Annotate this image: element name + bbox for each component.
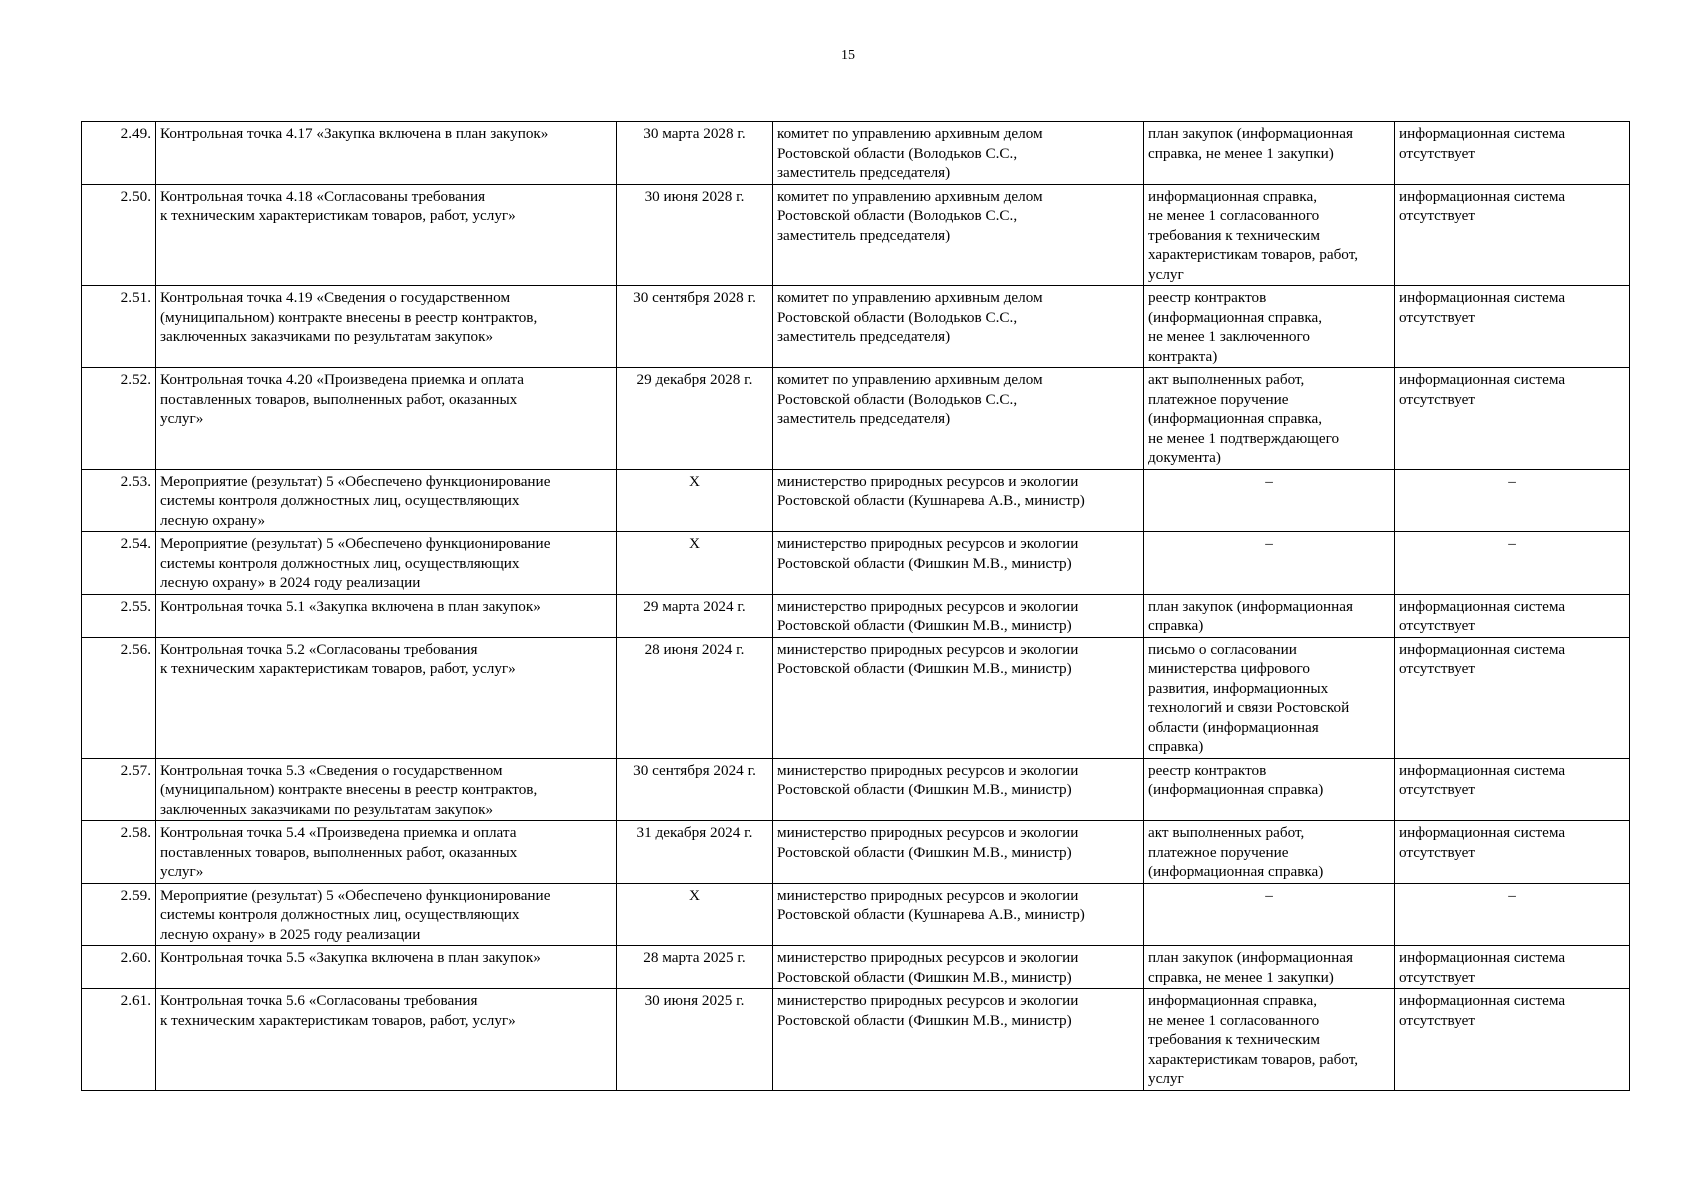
table-row — [82, 637, 1630, 758]
cell-responsible-executor — [773, 637, 1144, 758]
information-system-text: – — [1508, 472, 1516, 490]
cell-due-date — [617, 758, 773, 821]
row-number-text: 2.58. — [120, 824, 151, 841]
event-name-text: Контрольная точка 5.4 «Произведена приемка и оплата поставленных товаров, выполненных работ, оказанных услуг» — [160, 824, 518, 880]
information-system-text: информационная система отсутствует — [1399, 992, 1566, 1029]
row-number-text: 2.59. — [120, 886, 151, 904]
confirming-document-text: реестр контрактов (информационная справка, не менее 1 заключенного контракта) — [1148, 289, 1323, 365]
row-number-text: 2.53. — [120, 472, 151, 490]
confirming-document-text: письмо о согласовании министерства цифрового развития, информационных технологий и связи Ростовской области (информационная справка) — [1148, 640, 1350, 755]
cell-responsible-executor — [773, 368, 1144, 470]
confirming-document-text: план закупок (информационная справка) — [1148, 597, 1353, 634]
table-row — [82, 758, 1630, 821]
cell-confirming-document — [1144, 286, 1395, 368]
cell-responsible-executor — [773, 758, 1144, 821]
row-number-text: 2.60. — [120, 949, 151, 966]
responsible-executor-text: комитет по управлению архивным делом Ростовской области (Володьков С.С., заместитель председателя) — [777, 187, 1043, 244]
due-date-text: 30 июня 2025 г. — [644, 992, 745, 1009]
row-number-text: 2.50. — [120, 187, 151, 205]
row-number-text: 2.49. — [120, 125, 151, 142]
cell-information-system — [1395, 594, 1630, 637]
table-row — [82, 532, 1630, 595]
cell-confirming-document — [1144, 184, 1395, 286]
responsible-executor-text: министерство природных ресурсов и экологии Ростовской области (Кушнарева А.В., министр) — [777, 886, 1085, 923]
cell-responsible-executor — [773, 821, 1144, 884]
responsible-executor-text: комитет по управлению архивным делом Ростовской области (Володьков С.С., заместитель председателя) — [777, 371, 1043, 427]
information-system-text: информационная система отсутствует — [1399, 289, 1566, 326]
information-system-text: информационная система отсутствует — [1399, 187, 1566, 224]
cell-confirming-document — [1144, 883, 1395, 946]
event-name-text: Контрольная точка 5.2 «Согласованы требования к техническим характеристикам товаров, работ, услуг» — [160, 640, 516, 677]
due-date-text: X — [689, 886, 700, 904]
event-name-text: Контрольная точка 5.5 «Закупка включена в план закупок» — [160, 949, 541, 966]
confirming-document-text: реестр контрактов (информационная справка) — [1148, 761, 1324, 798]
responsible-executor-text: комитет по управлению архивным делом Ростовской области (Володьков С.С., заместитель председателя) — [777, 289, 1043, 345]
table-row — [82, 368, 1630, 470]
cell-due-date — [617, 821, 773, 884]
cell-responsible-executor — [773, 594, 1144, 637]
confirming-document-text: план закупок (информационная справка, не менее 1 закупки) — [1148, 949, 1353, 986]
cell-event-name — [156, 469, 617, 532]
information-system-text: информационная система отсутствует — [1399, 824, 1566, 861]
event-name-text: Контрольная точка 4.20 «Произведена приемка и оплата поставленных товаров, выполненных работ, оказанных услуг» — [160, 371, 525, 427]
cell-row-number — [82, 286, 156, 368]
cell-event-name — [156, 122, 617, 185]
cell-due-date — [617, 286, 773, 368]
table-row — [82, 989, 1630, 1091]
table-row — [82, 946, 1630, 989]
confirming-document-text: план закупок (информационная справка, не менее 1 закупки) — [1148, 125, 1353, 162]
cell-confirming-document — [1144, 637, 1395, 758]
cell-due-date — [617, 883, 773, 946]
cell-row-number — [82, 368, 156, 470]
table-row — [82, 122, 1630, 185]
responsible-executor-text: комитет по управлению архивным делом Ростовской области (Володьков С.С., заместитель председателя) — [777, 125, 1043, 181]
cell-row-number — [82, 989, 156, 1091]
cell-information-system — [1395, 368, 1630, 470]
cell-due-date — [617, 532, 773, 595]
cell-due-date — [617, 946, 773, 989]
responsible-executor-text: министерство природных ресурсов и экологии Ростовской области (Фишкин М.В., министр) — [777, 992, 1079, 1029]
cell-event-name — [156, 184, 617, 286]
information-system-text: информационная система отсутствует — [1399, 371, 1566, 408]
due-date-text: 31 декабря 2024 г. — [636, 824, 753, 841]
cell-row-number — [82, 946, 156, 989]
cell-information-system — [1395, 469, 1630, 532]
due-date-text: X — [689, 472, 700, 490]
cell-due-date — [617, 122, 773, 185]
cell-information-system — [1395, 286, 1630, 368]
due-date-text: 30 сентября 2028 г. — [633, 289, 756, 306]
cell-row-number — [82, 184, 156, 286]
row-number-text: 2.56. — [120, 640, 151, 658]
event-name-text: Мероприятие (результат) 5 «Обеспечено функционирование системы контроля должностных лиц, осуществляющих лесную охрану» в 2025 году реализации — [160, 886, 551, 943]
row-number-text: 2.57. — [120, 761, 151, 779]
table-row — [82, 184, 1630, 286]
cell-due-date — [617, 469, 773, 532]
cell-confirming-document — [1144, 989, 1395, 1091]
cell-due-date — [617, 184, 773, 286]
cell-event-name — [156, 286, 617, 368]
cell-confirming-document — [1144, 122, 1395, 185]
information-system-text: информационная система отсутствует — [1399, 597, 1566, 634]
due-date-text: X — [689, 535, 700, 552]
event-name-text: Контрольная точка 5.3 «Сведения о государственном (муниципальном) контракте внесены в реестр контрактов, заключенных заказчиками по результатам закупок» — [160, 761, 538, 818]
confirming-document-text: – — [1265, 535, 1273, 552]
row-number-text: 2.61. — [120, 992, 151, 1009]
cell-information-system — [1395, 758, 1630, 821]
cell-information-system — [1395, 989, 1630, 1091]
cell-row-number — [82, 469, 156, 532]
cell-row-number — [82, 532, 156, 595]
cell-information-system — [1395, 821, 1630, 884]
cell-row-number — [82, 637, 156, 758]
responsible-executor-text: министерство природных ресурсов и экологии Ростовской области (Фишкин М.В., министр) — [777, 761, 1079, 798]
responsible-executor-text: министерство природных ресурсов и экологии Ростовской области (Фишкин М.В., министр) — [777, 597, 1079, 634]
information-system-text: информационная система отсутствует — [1399, 949, 1566, 986]
cell-event-name — [156, 821, 617, 884]
information-system-text: – — [1508, 535, 1516, 552]
information-system-text: информационная система отсутствует — [1399, 640, 1566, 677]
cell-event-name — [156, 883, 617, 946]
cell-event-name — [156, 758, 617, 821]
event-name-text: Контрольная точка 5.1 «Закупка включена в план закупок» — [160, 597, 541, 615]
plan-table — [81, 121, 1630, 1091]
responsible-executor-text: министерство природных ресурсов и экологии Ростовской области (Кушнарева А.В., министр) — [777, 472, 1085, 509]
cell-responsible-executor — [773, 469, 1144, 532]
cell-responsible-executor — [773, 883, 1144, 946]
cell-confirming-document — [1144, 821, 1395, 884]
cell-row-number — [82, 758, 156, 821]
confirming-document-text: акт выполненных работ, платежное поручение (информационная справка, не менее 1 подтверждающего документа) — [1148, 371, 1340, 466]
due-date-text: 28 июня 2024 г. — [644, 640, 745, 658]
cell-responsible-executor — [773, 946, 1144, 989]
information-system-text: информационная система отсутствует — [1399, 125, 1566, 162]
due-date-text: 30 июня 2028 г. — [644, 187, 745, 205]
cell-confirming-document — [1144, 532, 1395, 595]
cell-confirming-document — [1144, 469, 1395, 532]
cell-responsible-executor — [773, 184, 1144, 286]
cell-information-system — [1395, 637, 1630, 758]
cell-information-system — [1395, 184, 1630, 286]
cell-confirming-document — [1144, 594, 1395, 637]
cell-responsible-executor — [773, 532, 1144, 595]
confirming-document-text: информационная справка, не менее 1 согласованного требования к техническим характеристикам товаров, работ, услуг — [1148, 992, 1358, 1087]
cell-information-system — [1395, 883, 1630, 946]
table-row — [82, 821, 1630, 884]
confirming-document-text: акт выполненных работ, платежное поручение (информационная справка) — [1148, 824, 1324, 880]
confirming-document-text: информационная справка, не менее 1 согласованного требования к техническим характеристикам товаров, работ, услуг — [1148, 187, 1358, 283]
cell-information-system — [1395, 946, 1630, 989]
cell-responsible-executor — [773, 122, 1144, 185]
cell-row-number — [82, 594, 156, 637]
responsible-executor-text: министерство природных ресурсов и экологии Ростовской области (Фишкин М.В., министр) — [777, 824, 1079, 861]
cell-due-date — [617, 637, 773, 758]
cell-event-name — [156, 594, 617, 637]
cell-due-date — [617, 594, 773, 637]
responsible-executor-text: министерство природных ресурсов и экологии Ростовской области (Фишкин М.В., министр) — [777, 949, 1079, 986]
due-date-text: 29 декабря 2028 г. — [636, 371, 753, 388]
information-system-text: информационная система отсутствует — [1399, 761, 1566, 798]
cell-event-name — [156, 989, 617, 1091]
event-name-text: Контрольная точка 4.19 «Сведения о государственном (муниципальном) контракте внесены в реестр контрактов, заключенных заказчиками по результатам закупок» — [160, 289, 538, 345]
cell-row-number — [82, 883, 156, 946]
responsible-executor-text: министерство природных ресурсов и экологии Ростовской области (Фишкин М.В., министр) — [777, 640, 1079, 677]
event-name-text: Мероприятие (результат) 5 «Обеспечено функционирование системы контроля должностных лиц, осуществляющих лесную охрану» в 2024 году реализации — [160, 535, 551, 591]
cell-due-date — [617, 368, 773, 470]
plan-table-body — [82, 122, 1630, 1091]
cell-confirming-document — [1144, 946, 1395, 989]
event-name-text: Контрольная точка 5.6 «Согласованы требования к техническим характеристикам товаров, работ, услуг» — [160, 992, 516, 1029]
row-number-text: 2.52. — [120, 371, 151, 388]
table-row — [82, 883, 1630, 946]
row-number-text: 2.54. — [120, 535, 151, 552]
event-name-text: Контрольная точка 4.17 «Закупка включена в план закупок» — [160, 125, 549, 142]
cell-row-number — [82, 821, 156, 884]
due-date-text: 28 марта 2025 г. — [643, 949, 746, 966]
row-number-text: 2.51. — [120, 289, 151, 306]
cell-responsible-executor — [773, 286, 1144, 368]
table-row — [82, 286, 1630, 368]
information-system-text: – — [1508, 886, 1516, 904]
table-row — [82, 594, 1630, 637]
cell-event-name — [156, 637, 617, 758]
cell-information-system — [1395, 122, 1630, 185]
row-number-text: 2.55. — [120, 597, 151, 615]
cell-confirming-document — [1144, 758, 1395, 821]
due-date-text: 30 сентября 2024 г. — [633, 761, 756, 779]
due-date-text: 29 марта 2024 г. — [643, 597, 746, 615]
cell-due-date — [617, 989, 773, 1091]
table-row — [82, 469, 1630, 532]
cell-event-name — [156, 368, 617, 470]
responsible-executor-text: министерство природных ресурсов и экологии Ростовской области (Фишкин М.В., министр) — [777, 535, 1079, 572]
event-name-text: Мероприятие (результат) 5 «Обеспечено функционирование системы контроля должностных лиц, осуществляющих лесную охрану» — [160, 472, 551, 529]
cell-row-number — [82, 122, 156, 185]
cell-confirming-document — [1144, 368, 1395, 470]
confirming-document-text: – — [1265, 886, 1273, 904]
cell-event-name — [156, 946, 617, 989]
cell-responsible-executor — [773, 989, 1144, 1091]
confirming-document-text: – — [1265, 472, 1273, 490]
cell-information-system — [1395, 532, 1630, 595]
cell-event-name — [156, 532, 617, 595]
page-number: 15 — [841, 48, 855, 63]
due-date-text: 30 марта 2028 г. — [643, 125, 746, 142]
event-name-text: Контрольная точка 4.18 «Согласованы требования к техническим характеристикам товаров, работ, услуг» — [160, 187, 516, 224]
